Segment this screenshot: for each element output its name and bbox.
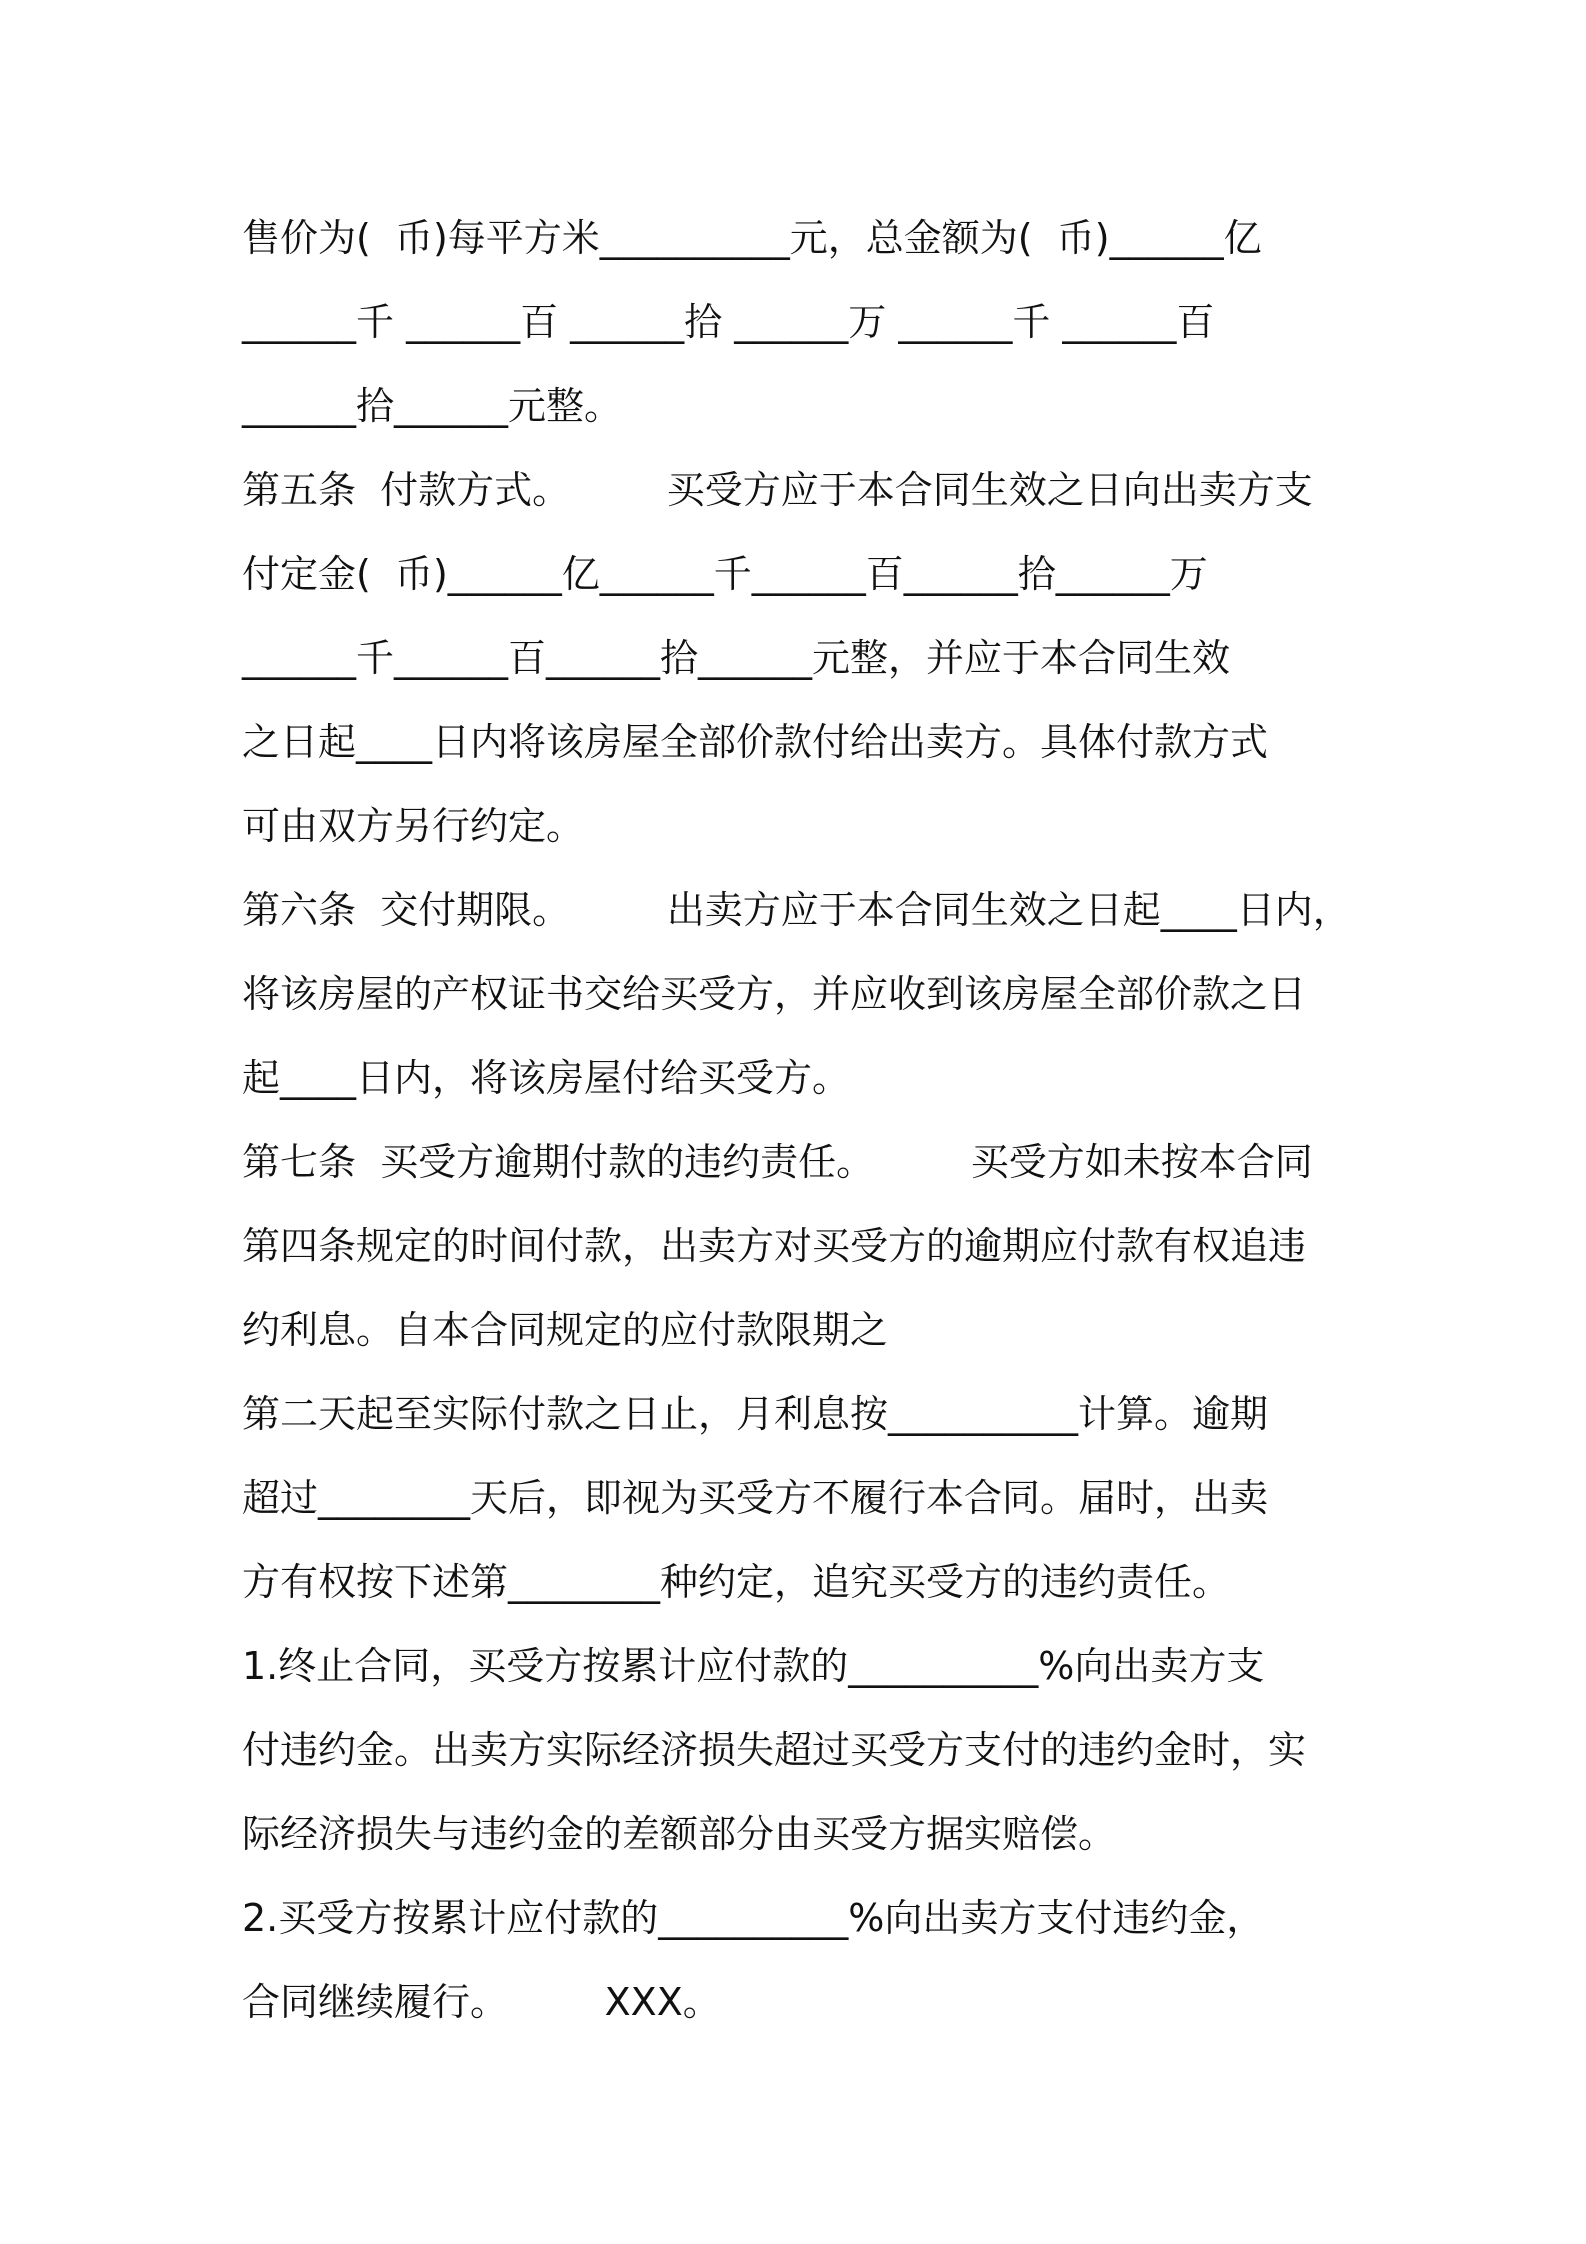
text-line-22: 合同继续履行。 XXX。 <box>242 1980 721 2024</box>
clause-1-line: 1.终止合同，买受方按累计应付款的__________%向出卖方支 <box>242 1644 1265 1688</box>
text-line-11: 起____日内，将该房屋付给买受方。 <box>242 1056 851 1100</box>
text-line-19: 付违约金。出卖方实际经济损失超过买受方支付的违约金时，实 <box>242 1728 1307 1772</box>
text-line-6: ______千______百______拾______元整，并应于本合同生效 <box>242 636 1231 680</box>
article-5-heading-line: 第五条 付款方式。 买受方应于本合同生效之日向出卖方支 <box>242 468 1313 512</box>
text-line-5: 付定金( 币)______亿______千______百______拾______万 <box>242 552 1208 596</box>
clause-2-line: 2.买受方按累计应付款的__________%向出卖方支付违约金， <box>242 1896 1265 1940</box>
text-line-3: ______拾______元整。 <box>242 384 623 428</box>
text-line-17: 方有权按下述第________种约定，追究买受方的违约责任。 <box>242 1560 1231 1604</box>
text-line-16: 超过________天后，即视为买受方不履行本合同。届时，出卖 <box>242 1476 1269 1520</box>
text-line-20: 际经济损失与违约金的差额部分由买受方据实赔偿。 <box>242 1812 1117 1856</box>
text-line-13: 第四条规定的时间付款，出卖方对买受方的逾期应付款有权追违 <box>242 1224 1307 1268</box>
text-line-14: 约利息。自本合同规定的应付款限期之 <box>242 1308 889 1352</box>
article-7-heading-line: 第七条 买受方逾期付款的违约责任。 买受方如未按本合同 <box>242 1140 1313 1184</box>
text-line-2: ______千 ______百 ______拾 ______万 ______千 ______百 <box>242 300 1215 344</box>
text-line-8: 可由双方另行约定。 <box>242 804 585 848</box>
text-line-1: 售价为( 币)每平方米__________元，总金额为( 币)______亿 <box>242 216 1262 260</box>
text-line-7: 之日起____日内将该房屋全部价款付给出卖方。具体付款方式 <box>242 720 1269 764</box>
contract-body <box>242 196 1362 2044</box>
article-6-heading-line: 第六条 交付期限。 出卖方应于本合同生效之日起____日内， <box>242 888 1351 932</box>
text-line-10: 将该房屋的产权证书交给买受方，并应收到该房屋全部价款之日 <box>242 972 1307 1016</box>
text-line-15: 第二天起至实际付款之日止，月利息按__________计算。逾期 <box>242 1392 1269 1436</box>
